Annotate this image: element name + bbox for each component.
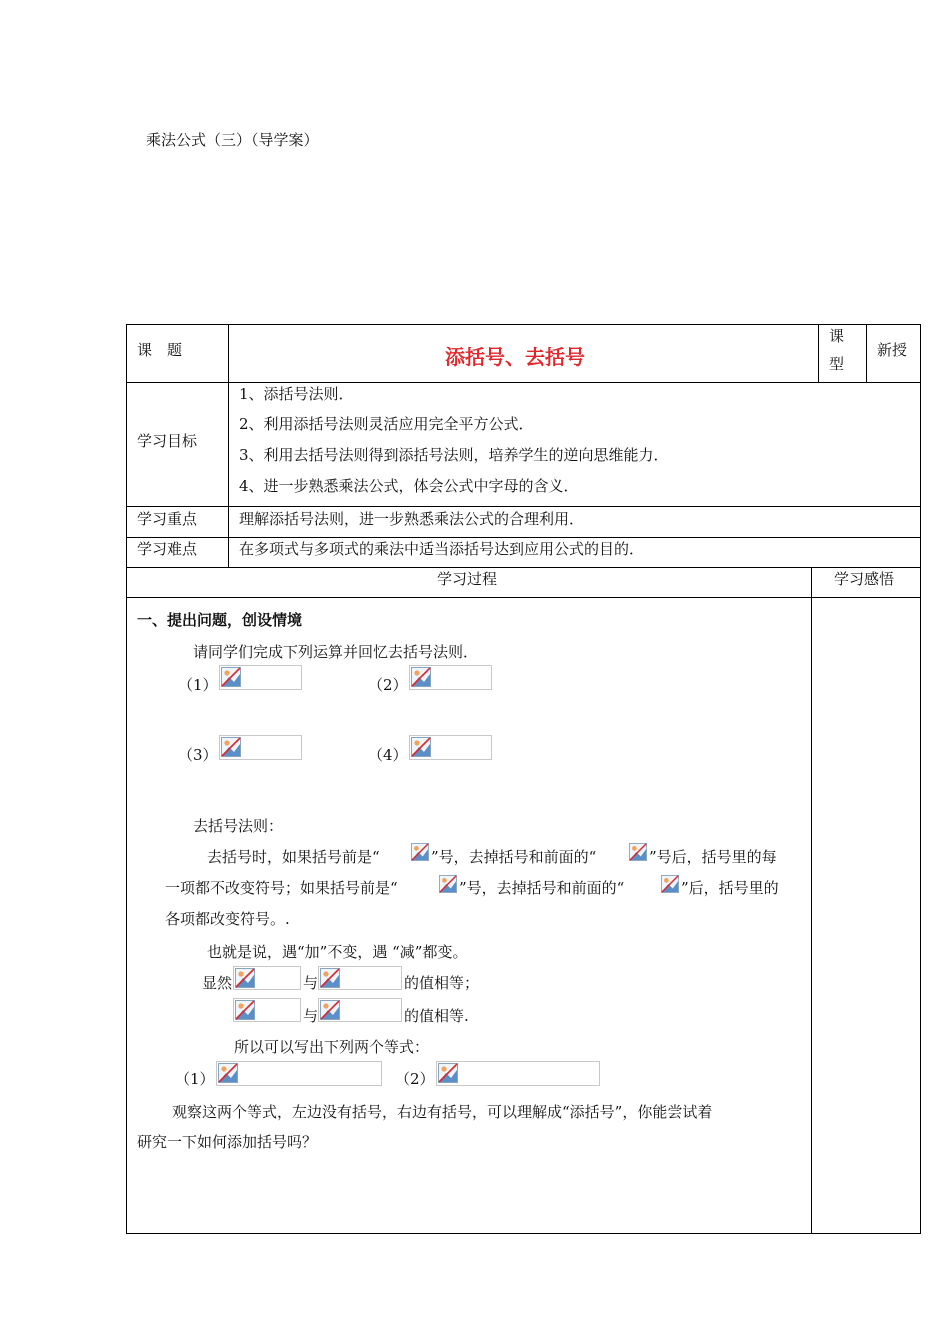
- difficulty-text: 在多项式与多项式的乘法中适当添括号达到应用公式的目的．: [239, 540, 645, 558]
- with-text: 与: [303, 974, 319, 992]
- lesson-title: 添括号、去括号: [445, 345, 585, 369]
- item-label: （4）: [368, 746, 408, 764]
- objective-item: 3、利用去括号法则得到添括号法则，培养学生的逆向思维能力．: [239, 446, 669, 464]
- column-divider: [818, 324, 819, 382]
- formula-image: [318, 966, 402, 990]
- column-divider: [228, 324, 229, 567]
- rule-text: ”号，去掉括号和前面的“: [431, 848, 597, 866]
- rule-text: 去括号时，如果括号前是“: [207, 848, 380, 866]
- broken-image-icon: [221, 737, 241, 757]
- type-label-2: 型: [829, 355, 845, 373]
- item-label: （2）: [368, 676, 408, 694]
- table-border-top: [126, 324, 921, 325]
- broken-image-icon: [411, 667, 431, 687]
- formula-image: [219, 665, 302, 690]
- difficulty-label: 学习难点: [137, 540, 198, 558]
- with-text: 与: [303, 1007, 319, 1025]
- row-divider: [126, 567, 921, 568]
- item-label: （1）: [178, 676, 218, 694]
- sign-image: [660, 875, 681, 892]
- rule-text: 一项都不改变符号；如果括号前是“: [165, 879, 398, 897]
- broken-image-icon: [235, 968, 255, 988]
- saying-text: 也就是说，遇“加”不变，遇 “减”都变。: [207, 943, 468, 961]
- formula-image: [409, 735, 492, 760]
- process-header: 学习过程: [437, 570, 498, 588]
- broken-image-icon: [660, 875, 680, 893]
- type-label-1: 课: [829, 327, 845, 345]
- section-title: 一、提出问题，创设情境: [137, 611, 303, 629]
- observe-text: 观察这两个等式，左边没有括号，右边有括号，可以理解成“添括号”，你能尝试着: [172, 1103, 713, 1121]
- broken-image-icon: [628, 843, 648, 861]
- broken-image-icon: [411, 737, 431, 757]
- equation-image: [436, 1061, 600, 1086]
- objectives-label: 学习目标: [137, 432, 198, 450]
- type-value: 新授: [877, 341, 908, 359]
- rule-title: 去括号法则：: [193, 817, 284, 835]
- broken-image-icon: [410, 843, 430, 861]
- objective-item: 2、利用添括号法则灵活应用完全平方公式．: [239, 415, 534, 433]
- broken-image-icon: [320, 1000, 340, 1020]
- intro-text: 请同学们完成下列运算并回忆去括号法则．: [193, 643, 479, 661]
- formula-image: [219, 735, 302, 760]
- row-divider: [126, 506, 921, 507]
- broken-image-icon: [438, 1063, 458, 1083]
- equal-text: 的值相等；: [404, 974, 480, 992]
- column-divider: [811, 567, 812, 1233]
- broken-image-icon: [235, 1000, 255, 1020]
- equation-label: （2）: [395, 1070, 435, 1088]
- rule-text: 各项都改变符号。.: [165, 910, 290, 928]
- objective-item: 1、添括号法则．: [239, 385, 354, 403]
- formula-image: [409, 665, 492, 690]
- observe-text: 研究一下如何添加括号吗？: [137, 1133, 318, 1151]
- reflection-header: 学习感悟: [834, 570, 895, 588]
- broken-image-icon: [218, 1063, 238, 1083]
- equation-label: （1）: [175, 1070, 215, 1088]
- broken-image-icon: [438, 875, 458, 893]
- document-title: 乘法公式（三）（导学案）: [146, 131, 319, 149]
- focus-label: 学习重点: [137, 510, 198, 528]
- column-divider: [866, 324, 867, 382]
- rule-text: ”后，括号里的: [681, 879, 779, 897]
- objective-item: 4、进一步熟悉乘法公式，体会公式中字母的含义．: [239, 477, 579, 495]
- focus-text: 理解添括号法则，进一步熟悉乘法公式的合理利用．: [239, 510, 585, 528]
- topic-label: 课 题: [137, 341, 183, 359]
- sign-image: [410, 843, 431, 862]
- broken-image-icon: [221, 667, 241, 687]
- item-label: （3）: [178, 746, 218, 764]
- so-text: 所以可以写出下列两个等式：: [234, 1038, 430, 1056]
- equal-text: 的值相等.: [404, 1007, 469, 1025]
- formula-image: [233, 966, 301, 990]
- formula-image: [318, 998, 402, 1022]
- table-border-bottom: [126, 1233, 921, 1234]
- obviously-text: 显然: [202, 974, 233, 992]
- sign-image: [438, 875, 459, 892]
- sign-image: [628, 843, 649, 862]
- table-border-left: [126, 324, 127, 1234]
- row-divider: [126, 597, 811, 598]
- equation-image: [216, 1061, 382, 1086]
- table-border-right: [920, 324, 921, 1234]
- rule-text: ”号后，括号里的每: [649, 848, 777, 866]
- row-divider: [811, 597, 921, 598]
- rule-text: ”号，去掉括号和前面的“: [459, 879, 625, 897]
- broken-image-icon: [320, 968, 340, 988]
- formula-image: [233, 998, 301, 1022]
